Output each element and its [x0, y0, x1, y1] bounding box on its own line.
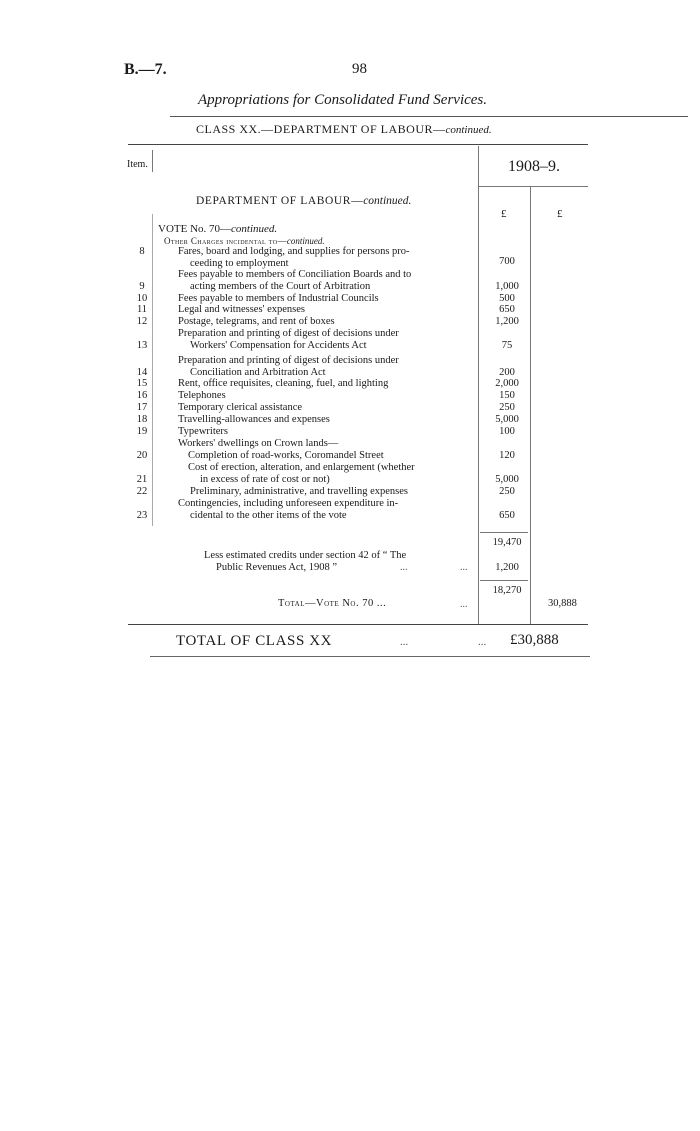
item-number: 14	[136, 366, 148, 378]
header-rule	[170, 116, 688, 117]
leader-dots: ...	[400, 636, 409, 648]
item-description: ceeding to employment	[190, 257, 289, 269]
leader-dots: ...	[376, 598, 387, 609]
net-rule	[480, 580, 528, 581]
class-total-amount: £30,888	[510, 632, 559, 648]
item-description: in excess of rate of cost or not)	[200, 473, 330, 485]
item-description: Telephones	[178, 390, 226, 401]
charges-heading	[164, 236, 325, 246]
item-number: 20	[136, 450, 148, 461]
item-column-header: Item.	[127, 159, 148, 170]
item-amount: 150	[499, 390, 515, 401]
item-amount: 250	[499, 486, 515, 497]
item-description: Workers' dwellings on Crown lands—	[178, 438, 339, 449]
page-number: 98	[352, 61, 367, 77]
item-description: Fees payable to members of Conciliation Boards and to	[178, 269, 412, 280]
less-credits-label-1: Less estimated credits under section 42 of “ The	[204, 550, 407, 561]
leader-dots: ...	[460, 599, 468, 610]
item-amount: 500	[499, 293, 515, 304]
year-column-header: 1908–9.	[508, 158, 560, 175]
item-description: Temporary clerical assistance	[178, 402, 303, 413]
item-number: 12	[136, 316, 148, 327]
item-description: Cost of erection, alteration, and enlargement (whether	[188, 462, 415, 473]
item-number: 21	[136, 473, 148, 485]
item-amount: 5,000	[495, 473, 519, 485]
subtotal-rule	[480, 532, 528, 533]
item-number: 23	[136, 509, 148, 521]
item-number: 11	[136, 304, 148, 315]
net-amount: 18,270	[492, 585, 522, 596]
less-credits-label-2: Public Revenues Act, 1908 ”	[216, 562, 338, 573]
item-description: Fares, board and lodging, and supplies for persons pro-	[178, 246, 410, 257]
item-number: 19	[136, 426, 148, 437]
item-number: 18	[136, 414, 148, 425]
item-description: cidental to the other items of the vote	[190, 509, 347, 521]
item-description: acting members of the Court of Arbitration	[190, 280, 371, 292]
item-description: Preparation and printing of digest of decisions under	[178, 328, 399, 339]
leader-dots: ...	[460, 562, 468, 573]
item-number: 10	[136, 293, 148, 304]
item-description: Workers' Compensation for Accidents Act	[190, 339, 367, 351]
item-column-divider-top	[152, 150, 153, 172]
pound-symbol-2: £	[557, 208, 563, 220]
item-amount: 100	[499, 426, 515, 437]
class-total-rule	[150, 656, 590, 657]
item-description: Contingencies, including unforeseen expenditure in-	[178, 498, 399, 509]
vote-total-amount: 30,888	[548, 598, 577, 609]
item-description: Preparation and printing of digest of decisions under	[178, 355, 399, 366]
amount-column-divider	[478, 146, 479, 624]
item-description: Rent, office requisites, cleaning, fuel, and lighting	[178, 378, 389, 389]
department-heading-text: DEPARTMENT OF LABOUR—	[196, 195, 364, 207]
year-header-rule	[478, 186, 588, 187]
class-total-label: TOTAL OF CLASS XX	[176, 633, 333, 649]
item-description: Typewriters	[178, 426, 228, 437]
table-top-rule	[128, 144, 588, 145]
less-credits-amount: 1,200	[495, 562, 519, 573]
table-bottom-rule	[128, 624, 588, 625]
vote-title-suffix: continued.	[231, 223, 278, 235]
item-number: 8	[139, 246, 145, 257]
leader-dots: ...	[400, 562, 408, 573]
item-description: Fees payable to members of Industrial Councils	[178, 293, 379, 304]
item-description: Completion of road-works, Coromandel Street	[188, 450, 384, 461]
page-title: Appropriations for Consolidated Fund Services.	[198, 92, 488, 108]
department-heading-suffix: continued.	[363, 195, 412, 207]
charges-heading-suffix: continued.	[286, 236, 325, 246]
item-amount: 1,000	[495, 280, 519, 292]
item-amount: 2,000	[495, 378, 519, 389]
charges-heading-text: Other Charges incidental to—	[164, 236, 287, 246]
vote-title	[158, 223, 277, 235]
item-number: 17	[136, 402, 148, 413]
item-number: 22	[136, 486, 148, 497]
item-description: Travelling-allowances and expenses	[178, 414, 330, 425]
item-amount: 5,000	[495, 414, 519, 425]
vote-total-label	[278, 598, 386, 609]
item-number: 9	[139, 280, 145, 292]
class-title-suffix: continued.	[445, 124, 492, 136]
item-amount: 1,200	[495, 316, 519, 327]
item-description: Legal and witnesses' expenses	[178, 304, 305, 315]
page-code: B.—7.	[124, 61, 167, 78]
item-description: Conciliation and Arbitration Act	[190, 366, 326, 378]
item-amount: 120	[499, 450, 515, 461]
item-number: 13	[136, 339, 148, 351]
item-description: Preliminary, administrative, and travelling expenses	[190, 486, 409, 497]
item-description: Postage, telegrams, and rent of boxes	[178, 316, 335, 327]
item-amount: 250	[499, 402, 515, 413]
item-amount: 200	[499, 366, 515, 378]
item-amount: 75	[501, 339, 513, 351]
total-column-divider	[530, 186, 531, 624]
item-number: 15	[136, 378, 148, 389]
item-number: 16	[136, 390, 148, 401]
department-heading	[196, 195, 411, 207]
class-title-text: CLASS XX.—DEPARTMENT OF LABOUR—	[196, 122, 446, 136]
class-title	[196, 122, 492, 137]
vote-total-label-text: Total—Vote No. 70	[278, 598, 374, 609]
leader-dots: ...	[478, 636, 487, 648]
pound-symbol-1: £	[501, 208, 507, 220]
vote-title-text: VOTE No. 70—	[158, 223, 232, 235]
subtotal-amount: 19,470	[492, 537, 522, 548]
item-amount: 700	[499, 256, 515, 267]
item-amount: 650	[499, 509, 515, 521]
item-amount: 650	[499, 304, 515, 315]
